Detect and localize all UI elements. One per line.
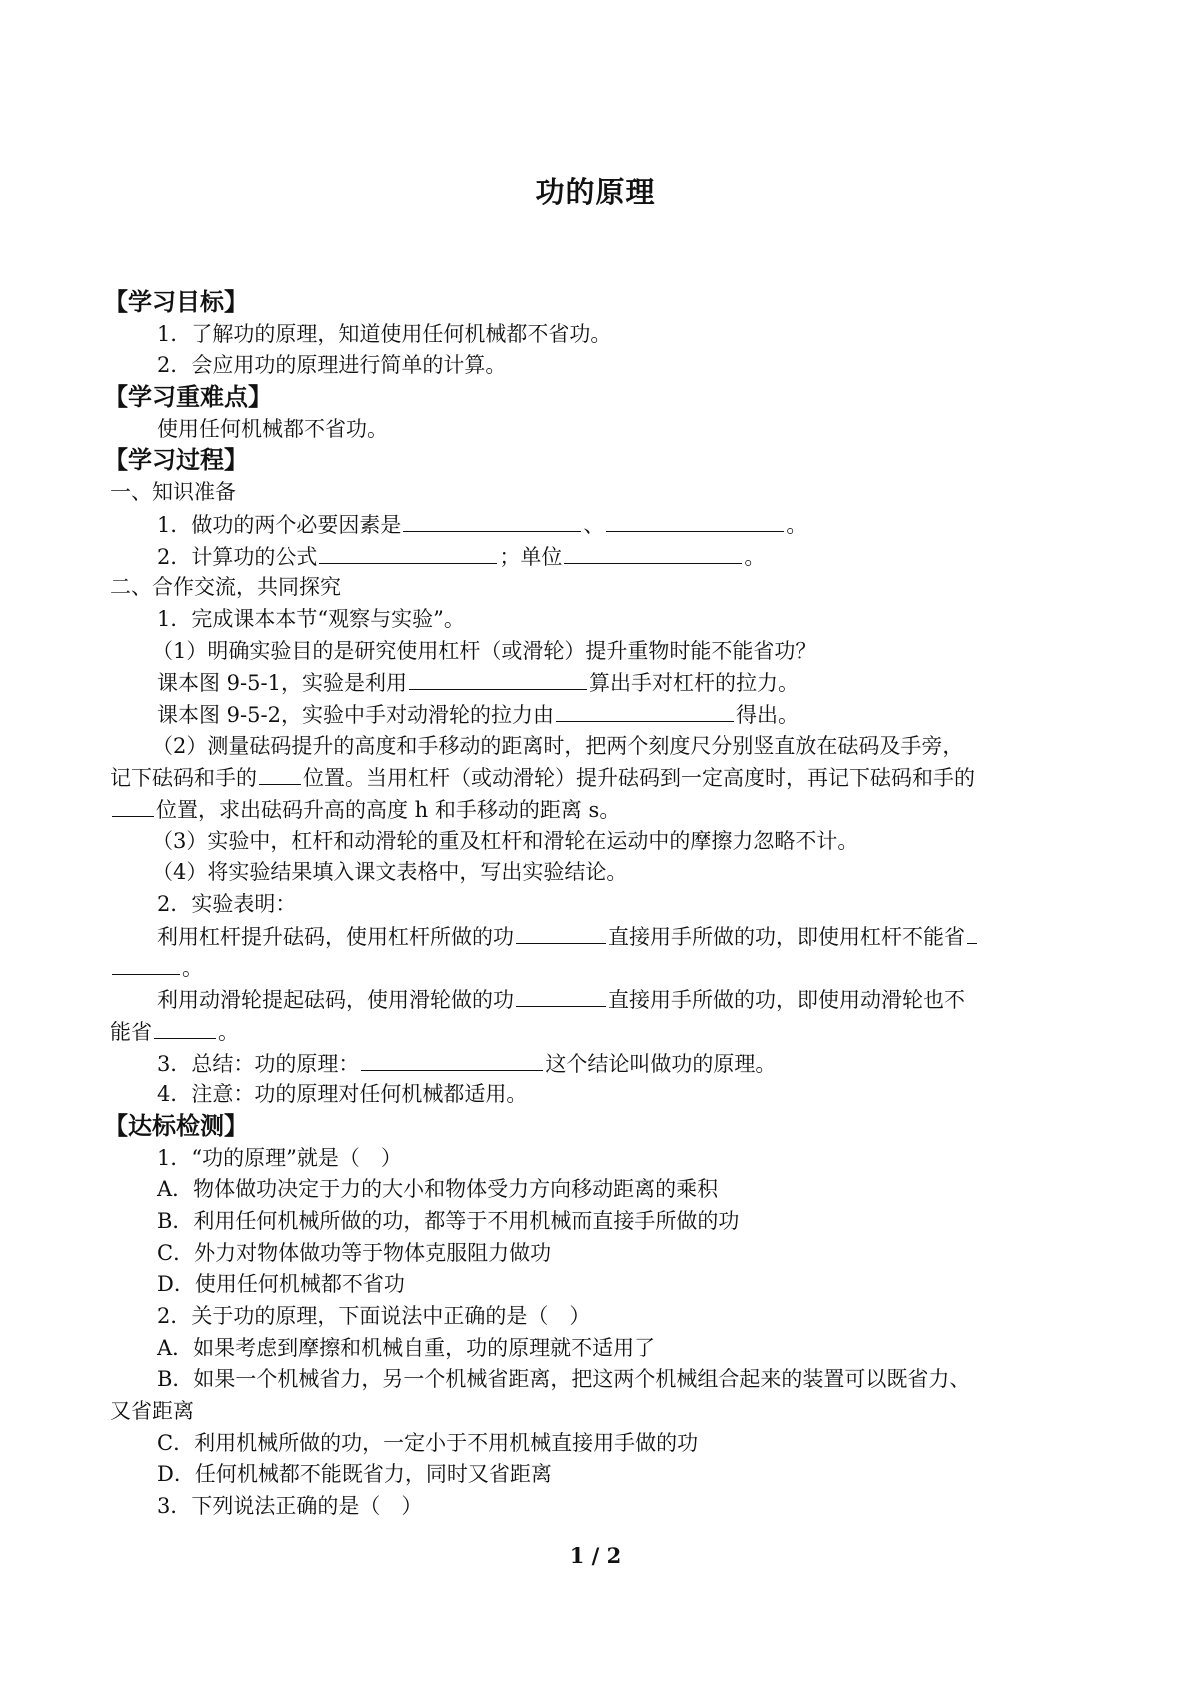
question-text: 利用动滑轮提起砝码，使用滑轮做的功 [157, 988, 514, 1013]
question-line [110, 794, 1096, 826]
answer-blank[interactable] [112, 952, 180, 975]
test-option[interactable]: A．物体做功决定于力的大小和物体受力方向移动距离的乘积 [157, 1177, 719, 1202]
question-text: 利用杠杆提升砝码，使用杠杆所做的功 [157, 924, 514, 949]
part-title: 二、合作交流，共同探究 [110, 575, 341, 600]
answer-blank[interactable] [516, 921, 606, 944]
question-line [110, 984, 1096, 1016]
answer-blank[interactable] [403, 509, 581, 532]
question-line [110, 699, 1096, 731]
question-line [110, 762, 1096, 794]
answer-blank[interactable] [319, 541, 497, 564]
test-option-continuation: 又省距离 [110, 1399, 194, 1424]
test-option[interactable]: B．如果一个机械省力，另一个机械省距离，把这两个机械组合起来的装置可以既省力、 [157, 1367, 971, 1392]
section-header-process: 【学习过程】 [104, 446, 248, 475]
question-text: 直接用手所做的功，即使用杠杆不能省 [608, 924, 965, 949]
question-text: 位置，求出砝码升高的高度 h 和手移动的距离 s。 [156, 798, 621, 822]
question-text: 能省 [110, 1019, 152, 1044]
test-question: 3．下列说法正确的是（ ） [157, 1494, 423, 1519]
worksheet-content [104, 287, 1096, 1523]
section-header-test: 【达标检测】 [104, 1111, 248, 1140]
question-text: 2．计算功的公式 [157, 544, 318, 569]
test-option[interactable]: C．外力对物体做功等于物体克服阻力做功 [157, 1240, 552, 1265]
answer-blank[interactable] [516, 984, 606, 1007]
paragraph-line: （2）测量砝码提升的高度和手移动的距离时，把两个刻度尺分别竖直放在砝码及手旁， [152, 733, 964, 758]
question-line [110, 952, 1096, 984]
question-line [110, 921, 1096, 953]
question-text: 。 [786, 512, 808, 537]
question-line [110, 1048, 1096, 1080]
question-text: 1．做功的两个必要因素是 [157, 512, 402, 537]
page-number: 1 / 2 [569, 1543, 622, 1568]
question-text: 得出。 [735, 702, 799, 727]
answer-blank[interactable] [556, 699, 734, 722]
question-text: 这个结论叫做功的原理。 [545, 1051, 777, 1076]
paragraph-line: （1）明确实验目的是研究使用杠杆（或滑轮）提升重物时能不能省功？ [152, 638, 817, 663]
paragraph-line: 4．注意：功的原理对任何机械都适用。 [157, 1082, 528, 1107]
question-text: 。 [218, 1019, 239, 1044]
question-line [110, 1016, 1096, 1048]
answer-blank[interactable] [361, 1048, 543, 1071]
question-line [110, 541, 1096, 573]
test-option[interactable]: B．利用任何机械所做的功，都等于不用机械而直接手所做的功 [157, 1208, 740, 1233]
question-text: 、 [583, 512, 605, 537]
question-text: 记下砝码和手的 [110, 766, 257, 791]
test-option[interactable]: A．如果考虑到摩擦和机械自重，功的原理就不适用了 [157, 1335, 656, 1360]
question-text: 。 [744, 544, 766, 569]
question-text: 位置。当用杠杆（或动滑轮）提升砝码到一定高度时，再记下砝码和手的 [303, 766, 975, 791]
section-header-goals: 【学习目标】 [104, 288, 248, 316]
answer-blank[interactable] [259, 762, 301, 785]
key-point-item: 使用任何机械都不省功。 [157, 416, 388, 441]
page-title: 功的原理 [535, 175, 656, 209]
question-text: ；单位 [499, 544, 563, 569]
section-header-key-points: 【学习重难点】 [104, 383, 272, 412]
paragraph-line: 1．完成课本本节“观察与实验”。 [157, 606, 465, 631]
question-line [110, 667, 1096, 699]
question-text: 算出手对杠杆的拉力。 [588, 671, 799, 696]
answer-blank[interactable] [112, 794, 154, 817]
paragraph-line: （3）实验中，杠杆和动滑轮的重及杠杆和滑轮在运动中的摩擦力忽略不计。 [152, 828, 859, 853]
question-text: 课本图 9-5-1，实验是利用 [157, 671, 407, 696]
answer-blank[interactable] [409, 667, 587, 690]
question-text: 课本图 9-5-2，实验中手对动滑轮的拉力由 [157, 702, 554, 727]
answer-blank[interactable] [154, 1016, 216, 1039]
test-question: 2．关于功的原理，下面说法中正确的是（ ） [157, 1304, 591, 1328]
test-question: 1．“功的原理”就是（ ） [157, 1145, 402, 1170]
answer-blank[interactable] [606, 509, 784, 532]
paragraph-line: （4）将实验结果填入课文表格中，写出实验结论。 [152, 860, 628, 885]
goal-item: 2．会应用功的原理进行简单的计算。 [157, 353, 507, 378]
question-line [110, 509, 1096, 541]
part-title: 一、知识准备 [110, 480, 236, 505]
test-option[interactable]: D．任何机械都不能既省力，同时又省距离 [157, 1462, 552, 1487]
answer-blank[interactable] [564, 541, 742, 564]
test-option[interactable]: C．利用机械所做的功，一定小于不用机械直接用手做的功 [157, 1430, 699, 1455]
paragraph-line: 2．实验表明： [157, 892, 297, 917]
question-text: 。 [182, 956, 203, 981]
question-text: 直接用手所做的功，即使用动滑轮也不 [608, 988, 965, 1013]
test-option[interactable]: D．使用任何机械都不省功 [157, 1272, 405, 1297]
goal-item: 1．了解功的原理，知道使用任何机械都不省功。 [157, 321, 612, 346]
answer-blank[interactable] [967, 921, 977, 944]
question-text: 3．总结：功的原理： [157, 1051, 360, 1076]
